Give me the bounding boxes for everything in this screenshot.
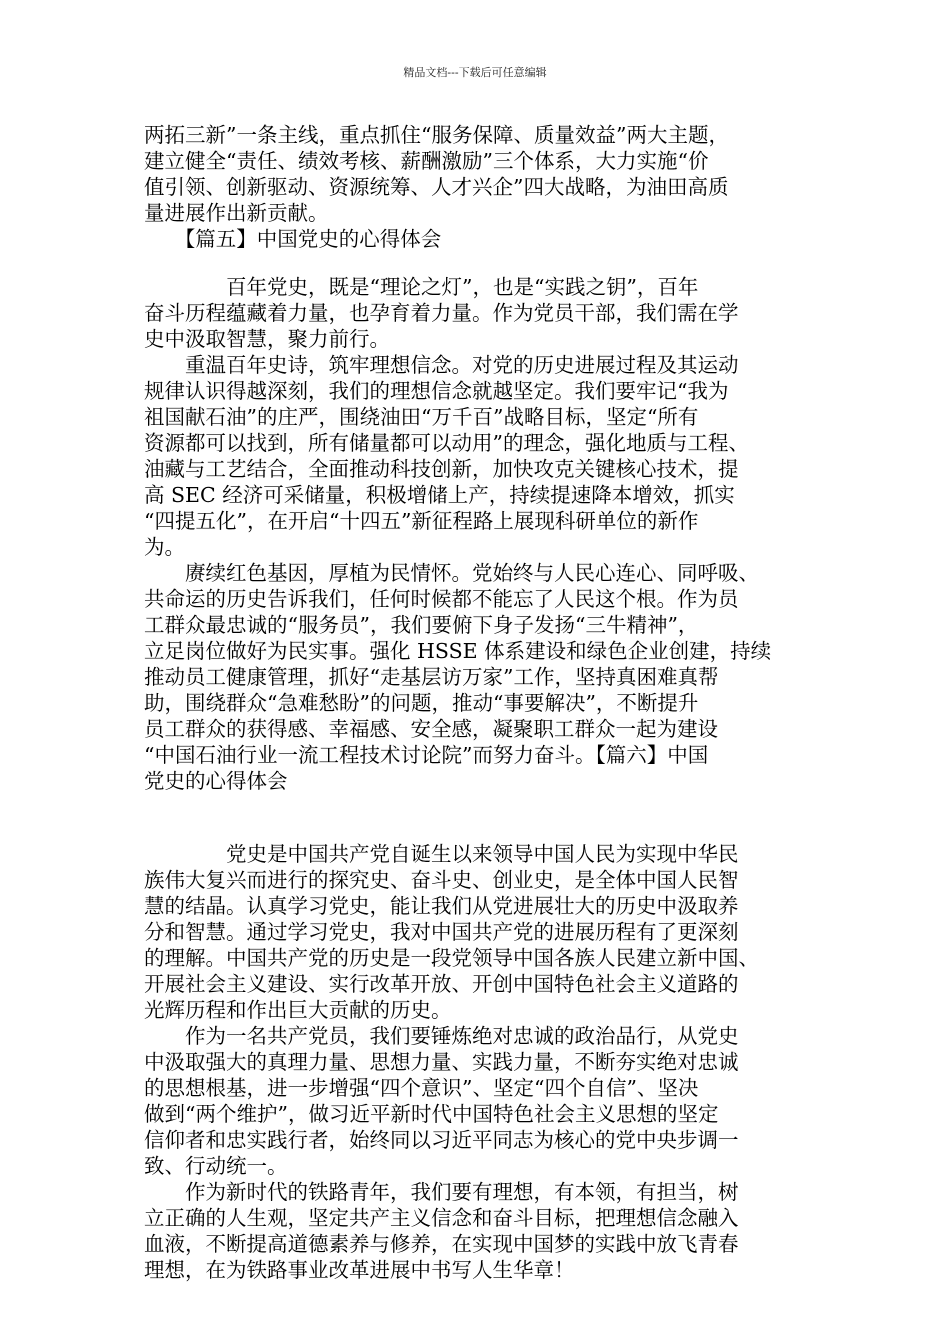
text-line: 为。 — [144, 535, 185, 559]
text-line: 值引领、创新驱动、资源统筹、人才兴企”四大战略，为油田高质 — [144, 175, 729, 199]
text-line: 信仰者和忠实践行者，始终同以习近平同志为核心的党中央步调一 — [144, 1128, 739, 1152]
text-line: 资源都可以找到，所有储量都可以动用”的理念，强化地质与工程、 — [144, 431, 749, 455]
text-line: 立正确的人生观，坚定共产主义信念和奋斗目标，把理想信念融入 — [144, 1206, 739, 1230]
text-line: 量进展作出新贡献。 — [144, 201, 329, 225]
text-line: “四提五化”，在开启“十四五”新征程路上展现科研单位的新作 — [144, 509, 699, 533]
text-line: 血液，不断提高道德素养与修养，在实现中国梦的实践中放飞青春 — [144, 1232, 739, 1256]
text-line: 的思想根基，进一步增强“四个意识”、坚定“四个自信”、坚决 — [144, 1076, 699, 1100]
text-line: 高 SEC 经济可采储量，积极增储上产，持续提速降本增效，抓实 — [144, 483, 735, 507]
text-line: 党史是中国共产党自诞生以来领导中国人民为实现中华民 — [144, 842, 739, 866]
document-body — [144, 122, 809, 1283]
text-line: 员工群众的获得感、幸福感、安全感，凝聚职工群众一起为建设 — [144, 717, 718, 741]
text-line: 光辉历程和作出巨大贡献的历史。 — [144, 998, 452, 1022]
text-line: 两拓三新”一条主线，重点抓住“服务保障、质量效益”两大主题， — [144, 123, 729, 147]
text-line: 规律认识得越深刻，我们的理想信念就越坚定。我们要牢记“我为 — [144, 379, 729, 403]
text-line: 工群众最忠诚的“服务员”，我们要俯下身子发扬“三牛精神”， — [144, 613, 699, 637]
text-line: 油藏与工艺结合，全面推动科技创新，加快攻克关键核心技术，提 — [144, 457, 739, 481]
page-header: 精品文档---下载后可任意编辑 — [403, 66, 547, 79]
text-line: 致、行动统一。 — [144, 1154, 288, 1178]
text-line: 党史的心得体会 — [144, 769, 288, 793]
text-line: 族伟大复兴而进行的探究史、奋斗史、创业史，是全体中国人民智 — [144, 868, 739, 892]
spacer — [144, 820, 809, 841]
text-line: 做到“两个维护”，做习近平新时代中国特色社会主义思想的坚定 — [144, 1102, 719, 1126]
text-line: 赓续红色基因，厚植为民情怀。党始终与人民心连心、同呼吸、 — [144, 561, 759, 585]
spacer — [144, 252, 809, 274]
text-line: 的理解。中国共产党的历史是一段党领导中国各族人民建立新中国、 — [144, 946, 759, 970]
text-line: 共命运的历史告诉我们，任何时候都不能忘了人民这个根。作为员 — [144, 587, 739, 611]
text-line: 慧的结晶。认真学习党史，能让我们从党进展壮大的历史中汲取养 — [144, 894, 739, 918]
text-line: 重温百年史诗，筑牢理想信念。对党的历史进展过程及其运动 — [144, 353, 739, 377]
text-line: 推动员工健康管理，抓好“走基层访万家”工作，坚持真困难真帮 — [144, 665, 719, 689]
text-line: 作为新时代的铁路青年，我们要有理想，有本领，有担当，树 — [144, 1180, 739, 1204]
text-line: 理想，在为铁路事业改革进展中书写人生华章！ — [144, 1258, 575, 1282]
text-line: 祖国献石油”的庄严，围绕油田“万千百”战略目标，坚定“所有 — [144, 405, 699, 429]
spacer — [144, 794, 809, 820]
text-line: 开展社会主义建设、实行改革开放、开创中国特色社会主义道路的 — [144, 972, 739, 996]
text-line: 助，围绕群众“急难愁盼”的问题，推动“事要解决”，不断提升 — [144, 691, 699, 715]
text-line: 分和智慧。通过学习党史，我对中国共产党的进展历程有了更深刻 — [144, 920, 739, 944]
text-line: 百年党史，既是“理论之灯”，也是“实践之钥”，百年 — [144, 275, 699, 299]
text-line: 史中汲取智慧，聚力前行。 — [144, 327, 390, 351]
text-line: 立足岗位做好为民实事。强化 HSSE 体系建设和绿色企业创建，持续 — [144, 639, 772, 663]
text-line: 作为一名共产党员，我们要锤炼绝对忠诚的政治品行，从党史 — [144, 1024, 739, 1048]
text-line: 建立健全“责任、绩效考核、薪酬激励”三个体系，大力实施“价 — [144, 149, 709, 173]
text-line: 奋斗历程蕴藏着力量，也孕育着力量。作为党员干部，我们需在学 — [144, 301, 739, 325]
section-heading: 【篇五】中国党史的心得体会 — [144, 227, 442, 251]
text-line: 中汲取强大的真理力量、思想力量、实践力量，不断夯实绝对忠诚 — [144, 1050, 739, 1074]
text-line: “中国石油行业一流工程技术讨论院”而努力奋斗。【篇六】中国 — [144, 743, 709, 767]
